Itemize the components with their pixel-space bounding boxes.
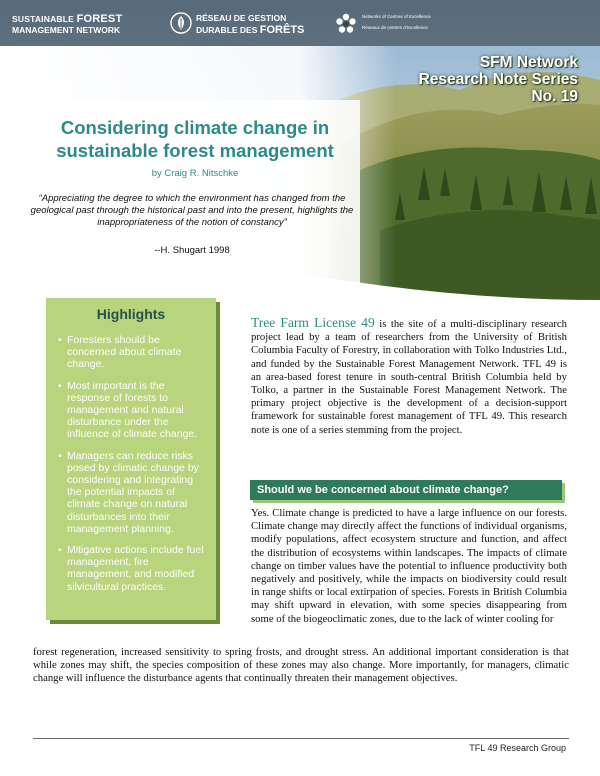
section-heading: Should we be concerned about climate change? (250, 480, 562, 500)
highlights-title: Highlights (96, 306, 166, 322)
nce-logo-french: Réseaux de centres d'excellence (362, 25, 428, 30)
epigraph-author: --H. Shugart 1998 (154, 245, 230, 256)
highlight-item: • Managers can reduce risks posed by climatic change by considering and integrating the potential impacts of climate change on natural disturbances into their management planning. (58, 450, 208, 535)
series-number: No. 19 (531, 88, 578, 105)
sfm-logo-french-line2: DURABLE DES FORÊTS (196, 24, 305, 36)
leaf-icon (170, 12, 192, 34)
intro-text: is the site of a multi-disciplinary research project lead by a team of researchers from the University of British Columbia Faculty of Forestry, in collaboration with Tolko Industries Ltd., and funded by the Sustainable Forest Management Network. TFL 49 is an area-based forest tenure in south-central British Columbia held by Tolko, a partner in the Sustainable Forest Management Network. The primary project objective is the development of a decision-support framework for sustainable forest management of TFL 49. This research note is one of a series stemming from the project. (251, 318, 567, 436)
title-line-2: sustainable forest management (56, 140, 334, 161)
series-label (419, 54, 578, 105)
title-line-1: Considering climate change in (60, 117, 330, 138)
highlight-item: • Foresters should be concerned about climate change. (58, 334, 208, 371)
sfm-logo-english-line2: MANAGEMENT NETWORK (12, 25, 121, 35)
intro-paragraph (251, 316, 567, 437)
footer-text: TFL 49 Research Group (469, 743, 566, 753)
epigraph-quote: “Appreciating the degree to which the environment has changed from the geological past through the historical past and into the present, highlights the inappropriateness of the notion of constancy” (30, 193, 354, 228)
series-subtitle: Research Note Series (418, 71, 578, 88)
sfm-logo-french: RÉSEAU DE GESTION (196, 13, 287, 23)
footer-divider (33, 738, 569, 739)
section-body-column: Yes. Climate change is predicted to have a large influence on our forests. Climate change may directly affect the functions of individual organisms, modify populations, affect ecosystem structure and function, and affect the distribution of ecosystems within landscapes. The impacts of climate change on timber values have the potential to influence productivity both negatively and positively, while the impacts on biodiversity could result in range shifts or local extirpation of species. Forests in British Columbia may shift upward in elevation, with some species disappearing from some of the biogeoclimatic zones, due to the lack of winter cooling for (251, 507, 567, 625)
section-body-full: forest regeneration, increased sensitivity to spring frosts, and drought stress. An additional important consideration is that while zones may shift, the species composition of these zones may also change. More importantly, for managers, climatic change will influence the disturbance agents that continually threaten their management objectives. (33, 646, 569, 685)
highlights-box (46, 298, 216, 620)
nce-flower-icon (335, 13, 357, 35)
sfm-logo-english: SUSTAINABLE FOREST (12, 13, 123, 25)
byline: by Craig R. Nitschke (151, 168, 239, 179)
highlight-item: • Most important is the response of forests to management and natural disturbance under the influence of climate change. (58, 380, 208, 441)
series-name: SFM Network (479, 54, 578, 71)
nce-logo-english: Networks of Centres of Excellence (362, 14, 431, 19)
page-title (40, 116, 350, 162)
intro-lead: Tree Farm License 49 (251, 315, 375, 330)
highlight-item: • Mitigative actions include fuel management, fire management, and modified silvicultural practices. (58, 544, 208, 593)
highlights-list (58, 334, 208, 602)
